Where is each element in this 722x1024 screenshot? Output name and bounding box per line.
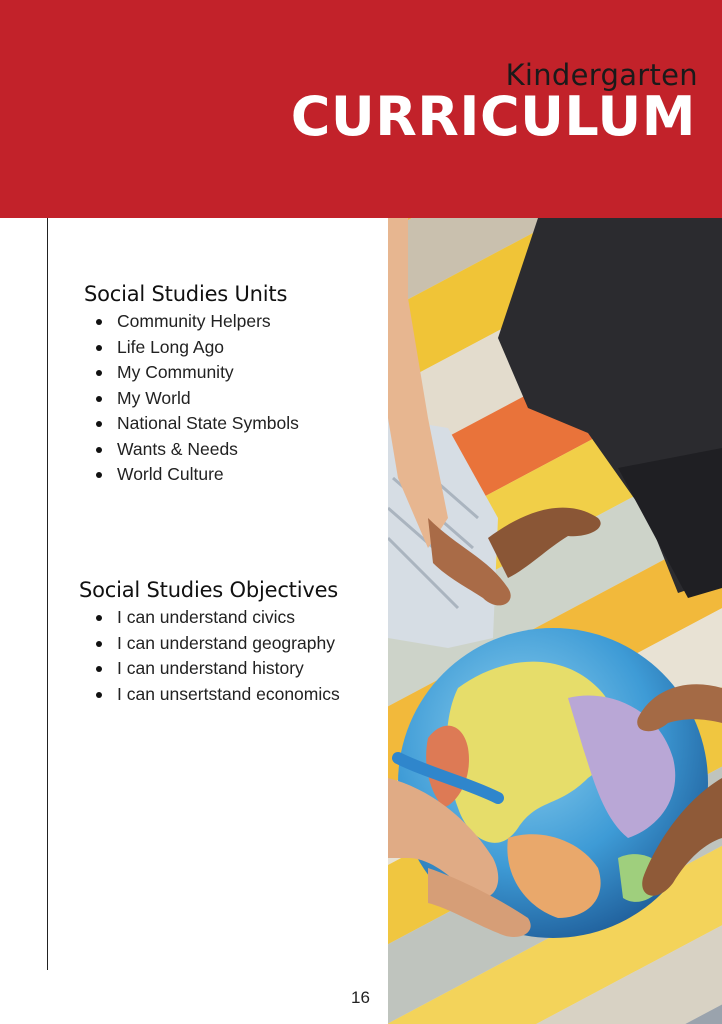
objectives-list — [84, 605, 346, 707]
header-banner — [0, 0, 722, 218]
list-item: I can understand civics — [84, 605, 346, 631]
globe-photo — [388, 218, 722, 1024]
list-item: Wants & Needs — [84, 437, 374, 463]
list-item: I can understand history — [84, 656, 346, 682]
list-item: My Community — [84, 360, 374, 386]
list-item: Life Long Ago — [84, 335, 374, 361]
list-item: I can unsertstand economics — [84, 682, 346, 708]
objectives-heading: Social Studies Objectives — [79, 578, 339, 602]
left-vertical-rule — [47, 218, 48, 970]
units-heading: Social Studies Units — [84, 282, 288, 306]
list-item: I can understand geography — [84, 631, 346, 657]
list-item: My World — [84, 386, 374, 412]
list-item: National State Symbols — [84, 411, 374, 437]
page-title: CURRICULUM — [290, 85, 696, 148]
list-item: Community Helpers — [84, 309, 374, 335]
list-item: World Culture — [84, 462, 374, 488]
units-list — [84, 309, 374, 488]
page-number: 16 — [351, 988, 370, 1007]
header-kicker: Kindergarten — [505, 58, 698, 92]
